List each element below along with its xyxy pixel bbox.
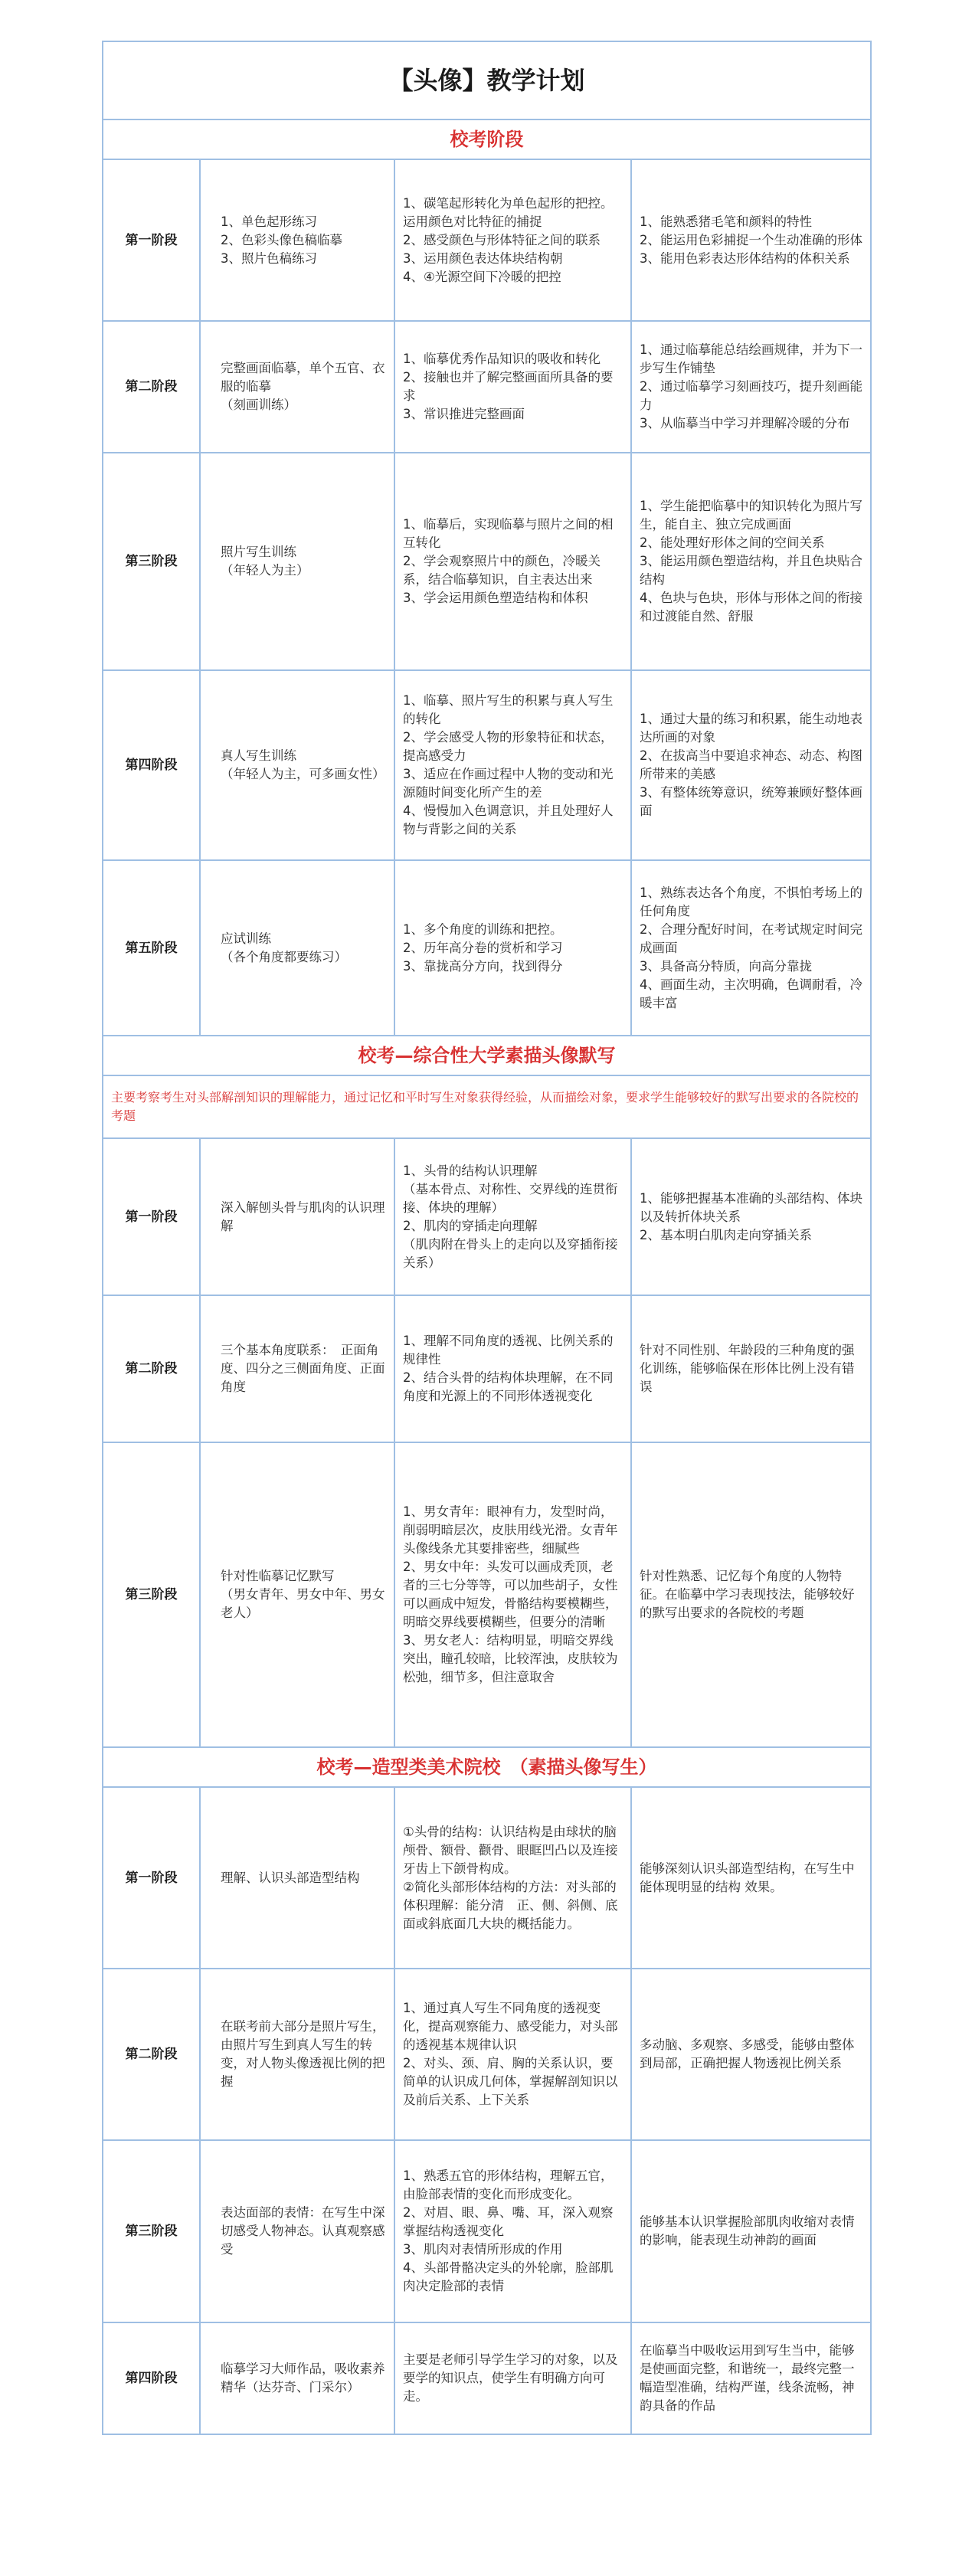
stage-label: 第一阶段 — [103, 1787, 200, 1969]
key-points: 主要是老师引导学生学习的对象，以及要学的知识点，使学生有明确方向可走。 — [394, 2322, 631, 2434]
learning-goals: 1、熟练表达各个角度，不惧怕考场上的任何角度 2、合理分配好时间，在考试规定时间完成画面 3、具备高分特质，向高分靠拢 4、画面生动，主次明确，色调耐看，冷暖丰富 — [631, 860, 871, 1036]
stage-row — [103, 1442, 871, 1747]
training-content: 真人写生训练 （年轻人为主，可多画女性） — [200, 670, 394, 860]
training-content: 完整画面临摹，单个五官、衣服的临摹 （刻画训练） — [200, 321, 394, 453]
learning-goals: 多动脑、多观察、多感受，能够由整体到局部，正确把握人物透视比例关系 — [631, 1969, 871, 2140]
training-content: 应试训练 （各个角度都要练习） — [200, 860, 394, 1036]
training-content: 在联考前大部分是照片写生，由照片写生到真人写生的转变，对人物头像透视比例的把握 — [200, 1969, 394, 2140]
learning-goals: 1、学生能把临摹中的知识转化为照片写生，能自主、独立完成画面 2、能处理好形体之间的空间关系 3、能运用颜色塑造结构，并且色块贴合结构 4、色块与色块，形体与形体之间的衔接和过渡能自然、舒服 — [631, 453, 871, 670]
stage-row — [103, 2322, 871, 2434]
stage-label: 第二阶段 — [103, 1295, 200, 1442]
title-row — [103, 41, 871, 119]
training-content: 1、单色起形练习 2、色彩头像色稿临摹 3、照片色稿练习 — [200, 159, 394, 321]
training-content: 临摹学习大师作品，吸收素养精华（达芬奇、门采尔） — [200, 2322, 394, 2434]
key-points: 1、男女青年：眼神有力，发型时尚，削弱明暗层次，皮肤用线光滑。女青年头像线条尤其要排密些，细腻些 2、男女中年：头发可以画成秃顶，老者的三七分等等，可以加些胡子，女性可以画成中短发，骨骼结构要模糊些，明暗交界线要模糊些，但要分的清晰 3、男女老人：结构明显，明暗交界线突出，瞳孔较暗，比较浑浊，皮肤较为松弛，细节多，但注意取舍 — [394, 1442, 631, 1747]
stage-label: 第三阶段 — [103, 453, 200, 670]
key-points: ①头骨的结构：认识结构是由球状的脑颅骨、额骨、颧骨、眼眶凹凸以及连接牙齿上下颌骨构成。 ②简化头部形体结构的方法：对头部的体积理解：能分清 正、侧、斜侧、底面或斜底面几大块的概括能力。 — [394, 1787, 631, 1969]
learning-goals: 针对不同性别、年龄段的三种角度的强化训练，能够临保在形体比例上没有错误 — [631, 1295, 871, 1442]
stage-label: 第二阶段 — [103, 321, 200, 453]
key-points: 1、碳笔起形转化为单色起形的把控。运用颜色对比特征的捕捉 2、感受颜色与形体特征之间的联系 3、运用颜色表达体块结构朝 4、④光源空间下冷暖的把控 — [394, 159, 631, 321]
stage-row — [103, 159, 871, 321]
teaching-plan-document — [102, 41, 870, 2435]
teaching-plan-table — [102, 41, 872, 2435]
key-points: 1、熟悉五官的形体结构，理解五官，由脸部表情的变化而形成变化。 2、对眉、眼、鼻、嘴、耳，深入观察掌握结构透视变化 3、肌肉对表情所形成的作用 4、头部骨骼决定头的外轮廓，脸部肌肉决定脸部的表情 — [394, 2140, 631, 2322]
stage-label: 第四阶段 — [103, 2322, 200, 2434]
learning-goals: 1、通过临摹能总结绘画规律，并为下一步写生作铺垫 2、通过临摹学习刻画技巧，提升刻画能力 3、从临摹当中学习并理解冷暖的分布 — [631, 321, 871, 453]
key-points: 1、多个角度的训练和把控。 2、历年高分卷的赏析和学习 3、靠拢高分方向，找到得分 — [394, 860, 631, 1036]
key-points: 1、临摹、照片写生的积累与真人写生的转化 2、学会感受人物的形象特征和状态，提高感受力 3、适应在作画过程中人物的变动和光源随时间变化所产生的差 4、慢慢加入色调意识，并且处理好人物与背影之间的关系 — [394, 670, 631, 860]
stage-label: 第三阶段 — [103, 1442, 200, 1747]
learning-goals: 1、能够把握基本准确的头部结构、体块以及转折体块关系 2、基本明白肌肉走向穿插关系 — [631, 1138, 871, 1295]
section-heading-row — [103, 1747, 871, 1787]
learning-goals: 1、通过大量的练习和积累，能生动地表达所画的对象 2、在拔高当中要追求神态、动态、构图所带来的美感 3、有整体统筹意识，统筹兼顾好整体画面 — [631, 670, 871, 860]
training-content: 深入解刨头骨与肌肉的认识理解 — [200, 1138, 394, 1295]
stage-row — [103, 321, 871, 453]
stage-label: 第二阶段 — [103, 1969, 200, 2140]
learning-goals: 能够基本认识掌握脸部肌肉收缩对表情的影响，能表现生动神韵的画面 — [631, 2140, 871, 2322]
section-heading: 校考阶段 — [103, 119, 871, 159]
stage-label: 第一阶段 — [103, 1138, 200, 1295]
stage-row — [103, 1295, 871, 1442]
stage-label: 第一阶段 — [103, 159, 200, 321]
key-points: 1、临摹优秀作品知识的吸收和转化 2、接触也并了解完整画面所具备的要求 3、常识推进完整画面 — [394, 321, 631, 453]
section-heading: 校考—造型类美术院校 （素描头像写生） — [103, 1747, 871, 1787]
learning-goals: 针对性熟悉、记忆每个角度的人物特征。在临摹中学习表现技法，能够较好的默写出要求的各院校的考题 — [631, 1442, 871, 1747]
stage-row — [103, 1138, 871, 1295]
training-content: 照片写生训练 （年轻人为主） — [200, 453, 394, 670]
stage-row — [103, 453, 871, 670]
learning-goals: 能够深刻认识头部造型结构，在写生中能体现明显的结构 效果。 — [631, 1787, 871, 1969]
stage-row — [103, 860, 871, 1036]
training-content: 针对性临摹记忆默写 （男女青年、男女中年、男女老人） — [200, 1442, 394, 1747]
stage-row — [103, 670, 871, 860]
section-note-row — [103, 1075, 871, 1138]
learning-goals: 在临摹当中吸收运用到写生当中，能够是使画面完整，和谐统一，最终完整一幅造型准确，结构严谨，线条流畅，神韵具备的作品 — [631, 2322, 871, 2434]
stage-row — [103, 1787, 871, 1969]
key-points: 1、头骨的结构认识理解 （基本骨点、对称性、交界线的连贯衔接、体块的理解） 2、肌肉的穿插走向理解 （肌肉附在骨头上的走向以及穿插衔接关系） — [394, 1138, 631, 1295]
learning-goals: 1、能熟悉猪毛笔和颜料的特性 2、能运用色彩捕捉一个生动准确的形体 3、能用色彩表达形体结构的体积关系 — [631, 159, 871, 321]
training-content: 三个基本角度联系： 正面角度、四分之三侧面角度、正面角度 — [200, 1295, 394, 1442]
section-heading: 校考—综合性大学素描头像默写 — [103, 1036, 871, 1075]
section-heading-row — [103, 119, 871, 159]
stage-row — [103, 2140, 871, 2322]
key-points: 1、临摹后，实现临摹与照片之间的相互转化 2、学会观察照片中的颜色，冷暖关系，结合临摹知识，自主表达出来 3、学会运用颜色塑造结构和体积 — [394, 453, 631, 670]
page-title: 【头像】教学计划 — [103, 41, 871, 119]
stage-label: 第四阶段 — [103, 670, 200, 860]
training-content: 理解、认识头部造型结构 — [200, 1787, 394, 1969]
key-points: 1、通过真人写生不同角度的透视变化，提高观察能力、感受能力，对头部的透视基本规律认识 2、对头、颈、肩、胸的关系认识，要简单的认识成几何体，掌握解剖知识以及前后关系、上下关系 — [394, 1969, 631, 2140]
section-note: 主要考察考生对头部解剖知识的理解能力，通过记忆和平时写生对象获得经验，从而描绘对象，要求学生能够较好的默写出要求的各院校的考题 — [103, 1075, 871, 1138]
stage-row — [103, 1969, 871, 2140]
stage-label: 第五阶段 — [103, 860, 200, 1036]
section-heading-row — [103, 1036, 871, 1075]
key-points: 1、理解不同角度的透视、比例关系的规律性 2、结合头骨的结构体块理解，在不同角度和光源上的不同形体透视变化 — [394, 1295, 631, 1442]
training-content: 表达面部的表情：在写生中深切感受人物神态。认真观察感受 — [200, 2140, 394, 2322]
stage-label: 第三阶段 — [103, 2140, 200, 2322]
